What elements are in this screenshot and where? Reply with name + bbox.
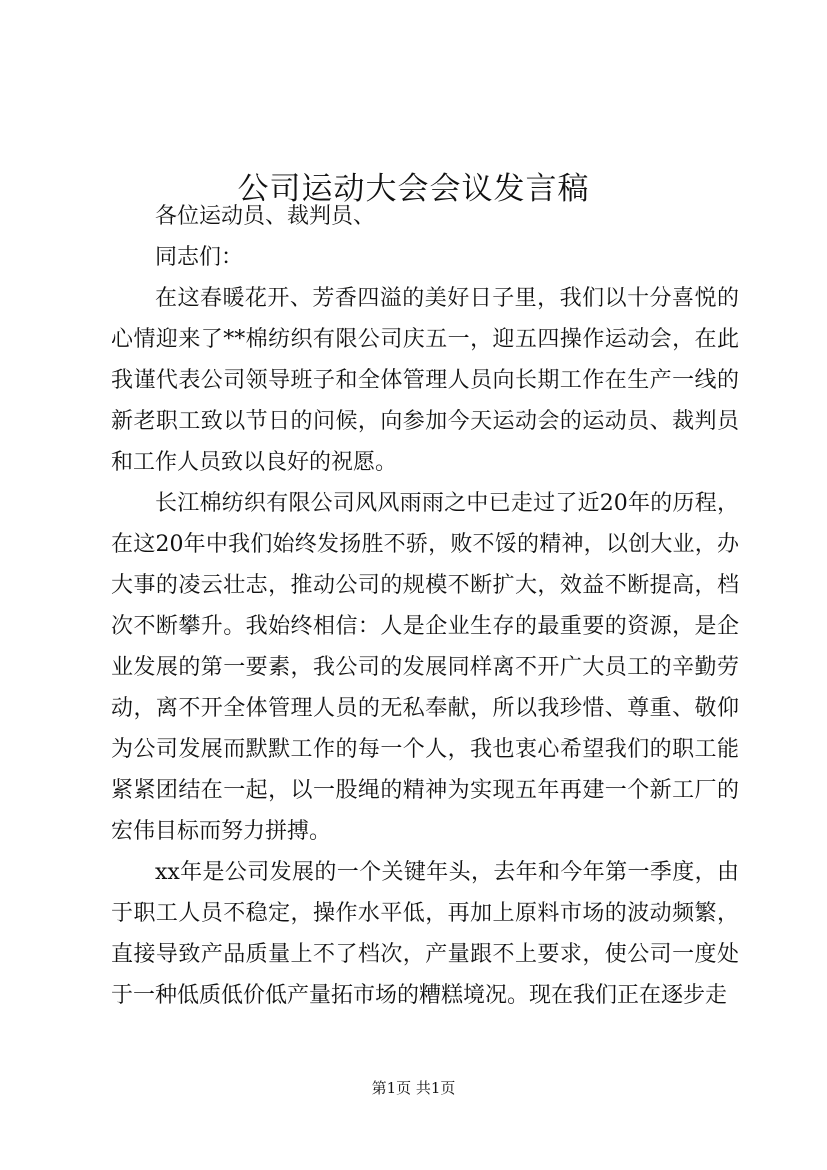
salutation-line-2: 同志们： bbox=[155, 245, 244, 270]
document-title: 公司运动大会会议发言稿 bbox=[237, 170, 590, 207]
salutation-line-1: 各位运动员、裁判员、 bbox=[155, 204, 376, 229]
paragraph-opening: 在这春暖花开、芳香四溢的美好日子里，我们以十分喜悦的心情迎来了**棉纺织有限公司庆五一，迎五四操作运动会，在此我谨代表公司领导班子和全体管理人员向长期工作在生产一线的新老职工致以节日的问候，向参加今天运动会的运动员、裁判员和工作人员致以良好的祝愿。 bbox=[111, 286, 739, 475]
paragraph-history: 长江棉纺织有限公司风风雨雨之中已走过了近20年的历程，在这20年中我们始终发扬胜不骄，败不馁的精神，以创大业，办大事的凌云壮志，推动公司的规模不断扩大，效益不断提高，档次不断攀升。我始终相信：人是企业生存的最重要的资源，是企业发展的第一要素，我公司的发展同样离不开广大员工的辛勤劳动，离不开全体管理人员的无私奉献，所以我珍惜、尊重、敬仰为公司发展而默默工作的每一个人，我也衷心希望我们的职工能紧紧团结在一起，以一股绳的精神为实现五年再建一个新工厂的宏伟目标而努力拼搏。 bbox=[111, 491, 739, 844]
page-footer: 第1页 共1页 bbox=[371, 1079, 456, 1097]
document-body bbox=[111, 196, 739, 1016]
paragraph-challenges: xx年是公司发展的一个关键年头，去年和今年第一季度，由于职工人员不稳定，操作水平低，再加上原料市场的波动频繁，直接导致产品质量上不了档次，产量跟不上要求，使公司一度处于一种低质低价低产量拓市场的糟糕境况。现在我们正在逐步走 bbox=[111, 860, 739, 1008]
